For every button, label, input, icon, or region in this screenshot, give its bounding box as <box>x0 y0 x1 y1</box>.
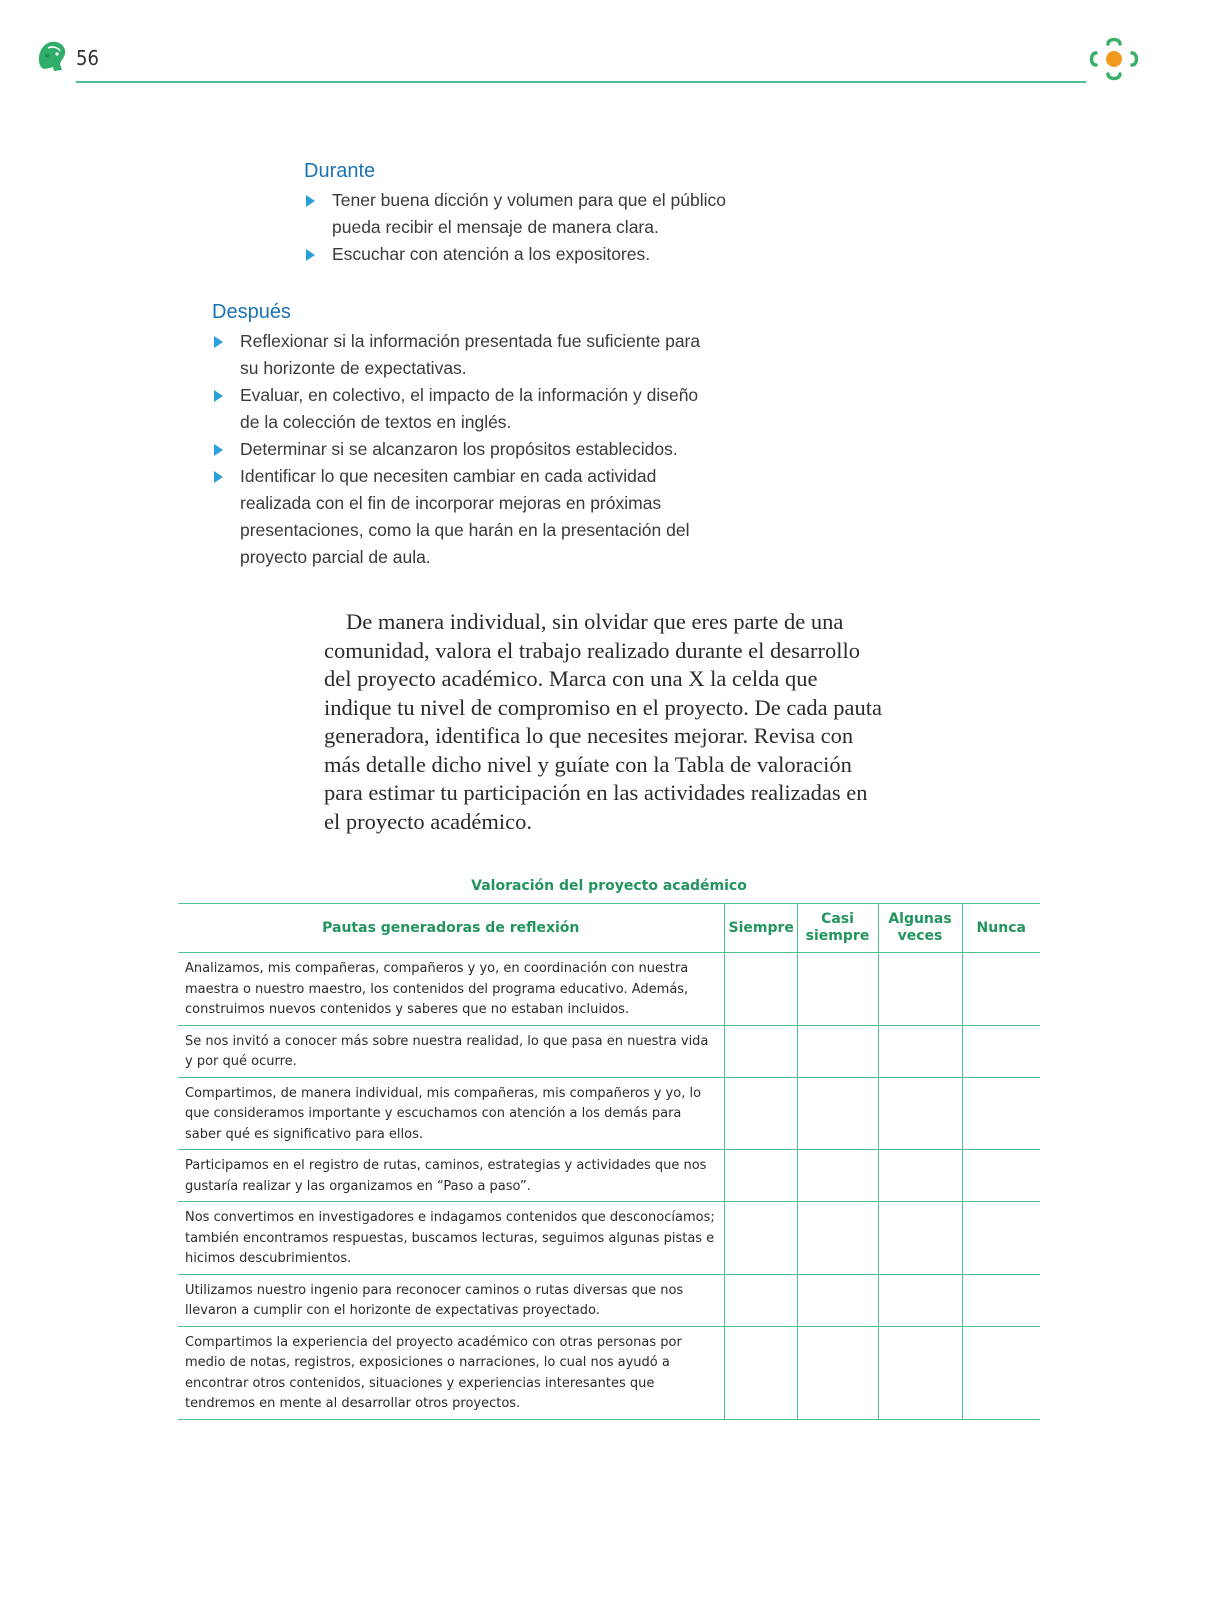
nunca-cell[interactable] <box>962 1025 1040 1077</box>
table-title: Valoración del proyecto académico <box>471 878 747 894</box>
pauta-cell: Se nos invitó a conocer más sobre nuestra realidad, lo que pasa en nuestra vida y por qué ocurre. <box>185 1033 709 1069</box>
pauta-cell: Compartimos la experiencia del proyecto académico con otras personas por medio de notas, registros, exposiciones o narraciones, lo cual nos ayudó a encontrar otros contenidos, situaciones y experiencias interesantes que tendremos en mente al desarrollar otros proyectos. <box>185 1334 682 1411</box>
pauta-cell: Nos convertimos en investigadores e indagamos contenidos que desconocíamos; también encontramos respuestas, buscamos lecturas, seguimos algunas pistas e hicimos descubrimientos. <box>185 1210 715 1266</box>
casi-siempre-cell[interactable] <box>797 1025 878 1077</box>
triangle-bullet-icon <box>214 336 223 348</box>
siempre-cell[interactable] <box>724 1150 797 1202</box>
siempre-cell[interactable] <box>724 953 797 1026</box>
table-row <box>178 1326 1040 1419</box>
green-head-emblem-icon <box>36 38 68 74</box>
casi-siempre-cell[interactable] <box>797 1326 878 1419</box>
despues-heading: Después <box>212 301 291 323</box>
list-item: Reflexionar si la información presentada fue suficiente para su horizonte de expectativas. <box>212 328 717 382</box>
pauta-cell: Participamos en el registro de rutas, caminos, estrategias y actividades que nos gustaría realizar y las organizamos en “Paso a paso”. <box>185 1158 707 1194</box>
triangle-bullet-icon <box>306 249 315 261</box>
list-item: Identificar lo que necesiten cambiar en cada actividad realizada con el fin de incorporar mejoras en próximas presentaciones, como la que harán en la presentación del proyecto parcial de aula. <box>212 463 717 571</box>
pauta-cell: Compartimos, de manera individual, mis compañeras, mis compañeros y yo, lo que consideramos importante y escuchamos con atención a los demás para saber qué es significativo para ellos. <box>185 1085 702 1142</box>
algunas-veces-cell[interactable] <box>878 953 962 1026</box>
header-algunas-veces: Algunas veces <box>878 904 962 953</box>
casi-siempre-cell[interactable] <box>797 953 878 1026</box>
siempre-cell[interactable] <box>724 1025 797 1077</box>
nunca-cell[interactable] <box>962 1202 1040 1275</box>
triangle-bullet-icon <box>306 195 315 207</box>
table-row <box>178 1274 1040 1326</box>
casi-siempre-cell[interactable] <box>797 1077 878 1150</box>
header-pautas: Pautas generadoras de reflexión <box>322 919 580 936</box>
header-siempre: Siempre <box>724 904 797 953</box>
siempre-cell[interactable] <box>724 1326 797 1419</box>
nunca-cell[interactable] <box>962 1274 1040 1326</box>
list-item: Determinar si se alcanzaron los propósitos establecidos. <box>212 436 717 463</box>
table-row <box>178 1077 1040 1150</box>
nunca-cell[interactable] <box>962 1150 1040 1202</box>
algunas-veces-cell[interactable] <box>878 1202 962 1275</box>
algunas-veces-cell[interactable] <box>878 1025 962 1077</box>
nunca-cell[interactable] <box>962 1326 1040 1419</box>
algunas-veces-cell[interactable] <box>878 1077 962 1150</box>
list-item: Evaluar, en colectivo, el impacto de la información y diseño de la colección de textos en inglés. <box>212 382 717 436</box>
siempre-cell[interactable] <box>724 1274 797 1326</box>
durante-list <box>304 187 744 268</box>
table-row <box>178 953 1040 1026</box>
table-row <box>178 1025 1040 1077</box>
instructions-paragraph: De manera individual, sin olvidar que eres parte de una comunidad, valora el trabajo realizado durante el desarrollo del proyecto académico. Marca con una X la celda que indique tu nivel de compromiso en el proyecto. De cada pauta generadora, identifica lo que necesites mejorar. Revisa con más detalle dicho nivel y guíate con la Tabla de valoración para estimar tu participación en las actividades realizadas en el proyecto académico. <box>324 609 882 834</box>
table-row <box>178 1150 1040 1202</box>
siempre-cell[interactable] <box>724 1202 797 1275</box>
header-nunca: Nunca <box>962 904 1040 953</box>
table-header-row <box>178 904 1040 953</box>
despues-list <box>212 328 717 571</box>
table-row <box>178 1202 1040 1275</box>
algunas-veces-cell[interactable] <box>878 1274 962 1326</box>
header-casi-siempre: Casi siempre <box>797 904 878 953</box>
list-item: Tener buena dicción y volumen para que el público pueda recibir el mensaje de manera clara. <box>304 187 744 241</box>
casi-siempre-cell[interactable] <box>797 1202 878 1275</box>
casi-siempre-cell[interactable] <box>797 1274 878 1326</box>
pauta-cell: Analizamos, mis compañeras, compañeros y yo, en coordinación con nuestra maestra o nuestro maestro, los contenidos del programa educativo. Además, construimos nuevos contenidos y saberes que no estaban incluidos. <box>185 961 689 1017</box>
casi-siempre-cell[interactable] <box>797 1150 878 1202</box>
header-divider <box>76 81 1086 83</box>
siempre-cell[interactable] <box>724 1077 797 1150</box>
triangle-bullet-icon <box>214 390 223 402</box>
colored-circle-badge-icon <box>1086 34 1142 86</box>
algunas-veces-cell[interactable] <box>878 1150 962 1202</box>
durante-heading: Durante <box>304 160 376 182</box>
pauta-cell: Utilizamos nuestro ingenio para reconocer caminos o rutas diversas que nos llevaron a cumplir con el horizonte de expectativas proyectado. <box>185 1282 684 1318</box>
page-number: 56 <box>76 46 99 70</box>
triangle-bullet-icon <box>214 471 223 483</box>
algunas-veces-cell[interactable] <box>878 1326 962 1419</box>
nunca-cell[interactable] <box>962 1077 1040 1150</box>
list-item: Escuchar con atención a los expositores. <box>304 241 744 268</box>
triangle-bullet-icon <box>214 444 223 456</box>
valuation-table <box>178 903 1040 1420</box>
nunca-cell[interactable] <box>962 953 1040 1026</box>
